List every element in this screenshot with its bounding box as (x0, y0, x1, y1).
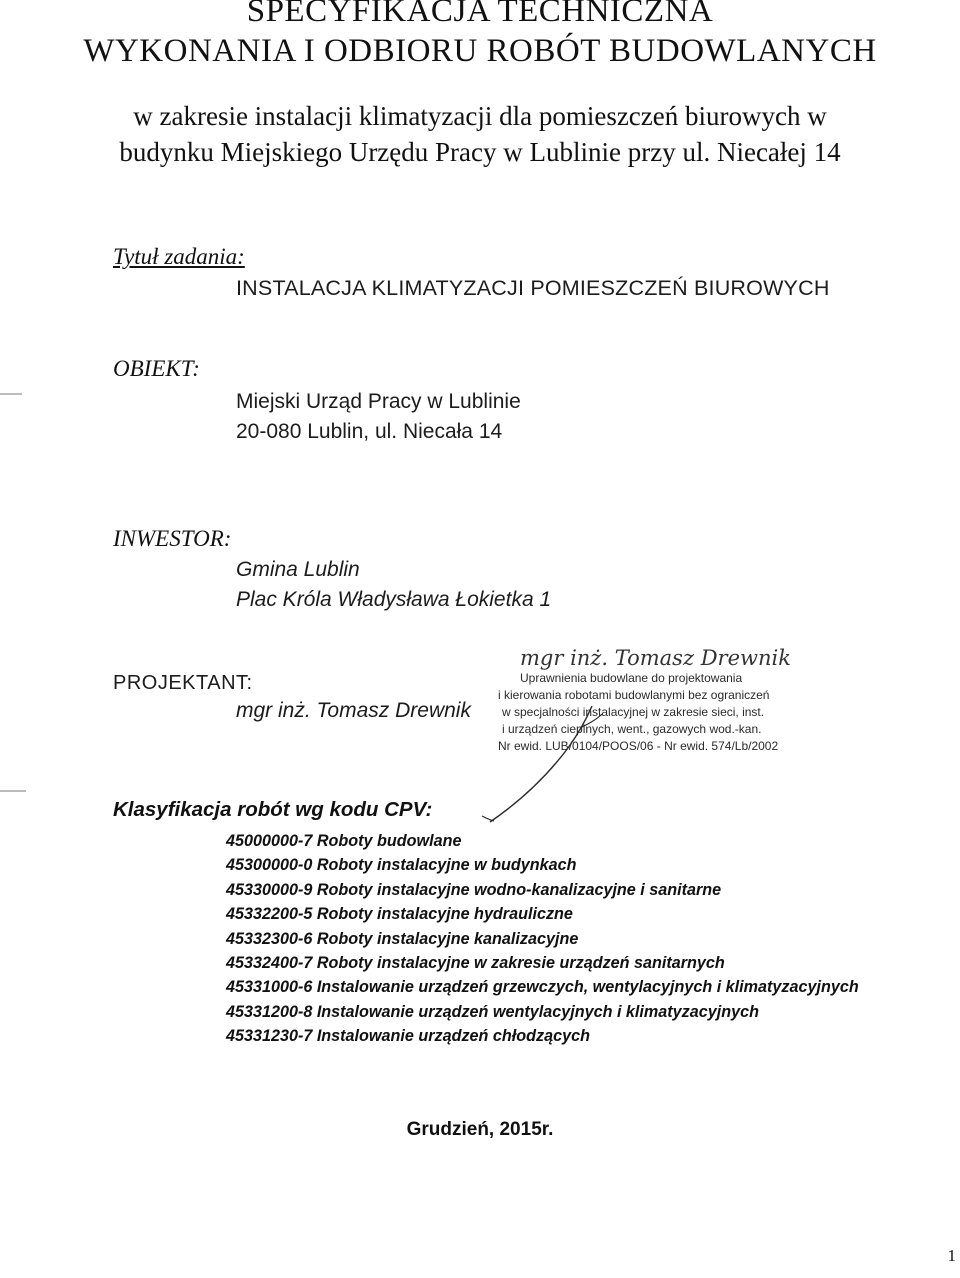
stamp-line: Nr ewid. LUB/0104/POOS/06 - Nr ewid. 574/Lb/2002 (498, 739, 779, 753)
cpv-item: 45332300-6 Roboty instalacyjne kanalizacyjne (226, 929, 579, 948)
page-number: 1 (947, 1246, 956, 1265)
cpv-item: 45330000-9 Roboty instalacyjne wodno-kanalizacyjne i sanitarne (226, 880, 722, 899)
stamp-line: Uprawnienia budowlane do projektowania (520, 671, 743, 685)
cpv-label: Klasyfikacja robót wg kodu CPV: (113, 798, 433, 821)
stamp-line: w specjalności instalacyjnej w zakresie sieci, inst. (502, 705, 765, 719)
stamp-line: i urządzeń cieplnych, went., gazowych wod.-kan. (502, 722, 762, 736)
cpv-item: 45300000-0 Roboty instalacyjne w budynkach (226, 856, 577, 875)
cpv-item: 45331200-8 Instalowanie urządzeń wentylacyjnych i klimatyzacyjnych (226, 1002, 759, 1021)
cpv-item: 45331230-7 Instalowanie urządzeń chłodzących (226, 1027, 590, 1046)
object-address: 20-080 Lublin, ul. Niecała 14 (236, 420, 503, 443)
document-subtitle-line1: w zakresie instalacji klimatyzacji dla pomieszczeń biurowych w (133, 101, 827, 131)
investor-name: Gmina Lublin (236, 558, 360, 581)
scan-artifact (0, 790, 26, 792)
stamp-name: mgr inż. Tomasz Drewnik (520, 646, 791, 670)
document-date: Grudzień, 2015r. (406, 1119, 554, 1140)
document-title-line1: SPECYFIKACJA TECHNICZNA (246, 0, 714, 29)
cpv-item: 45332200-5 Roboty instalacyjne hydrauliczne (226, 905, 573, 924)
scan-artifact (0, 393, 22, 395)
object-label: OBIEKT: (113, 356, 200, 381)
task-title: INSTALACJA KLIMATYZACJI POMIESZCZEŃ BIUROWYCH (236, 276, 830, 300)
cpv-item: 45000000-7 Roboty budowlane (226, 832, 462, 850)
cpv-code-list (226, 829, 872, 1049)
designer-label: PROJEKTANT: (113, 672, 253, 694)
investor-label: INWESTOR: (113, 526, 232, 551)
task-label: Tytuł zadania: (113, 244, 245, 269)
cpv-item: 45332400-7 Roboty instalacyjne w zakresie urządzeń sanitarnych (226, 954, 725, 973)
document-subtitle-line2: budynku Miejskiego Urzędu Pracy w Lublinie przy ul. Niecałej 14 (119, 137, 841, 167)
stamp-line: i kierowania robotami budowlanymi bez ograniczeń (498, 688, 770, 702)
signature-mark (470, 700, 610, 830)
cpv-item: 45331000-6 Instalowanie urządzeń grzewczych, wentylacyjnych i klimatyzacyjnych (226, 978, 859, 997)
object-name: Miejski Urząd Pracy w Lublinie (236, 390, 521, 413)
document-title-line2: WYKONANIA I ODBIORU ROBÓT BUDOWLANYCH (83, 33, 877, 69)
designer-name: mgr inż. Tomasz Drewnik (236, 699, 471, 722)
investor-address: Plac Króla Władysława Łokietka 1 (236, 588, 552, 611)
